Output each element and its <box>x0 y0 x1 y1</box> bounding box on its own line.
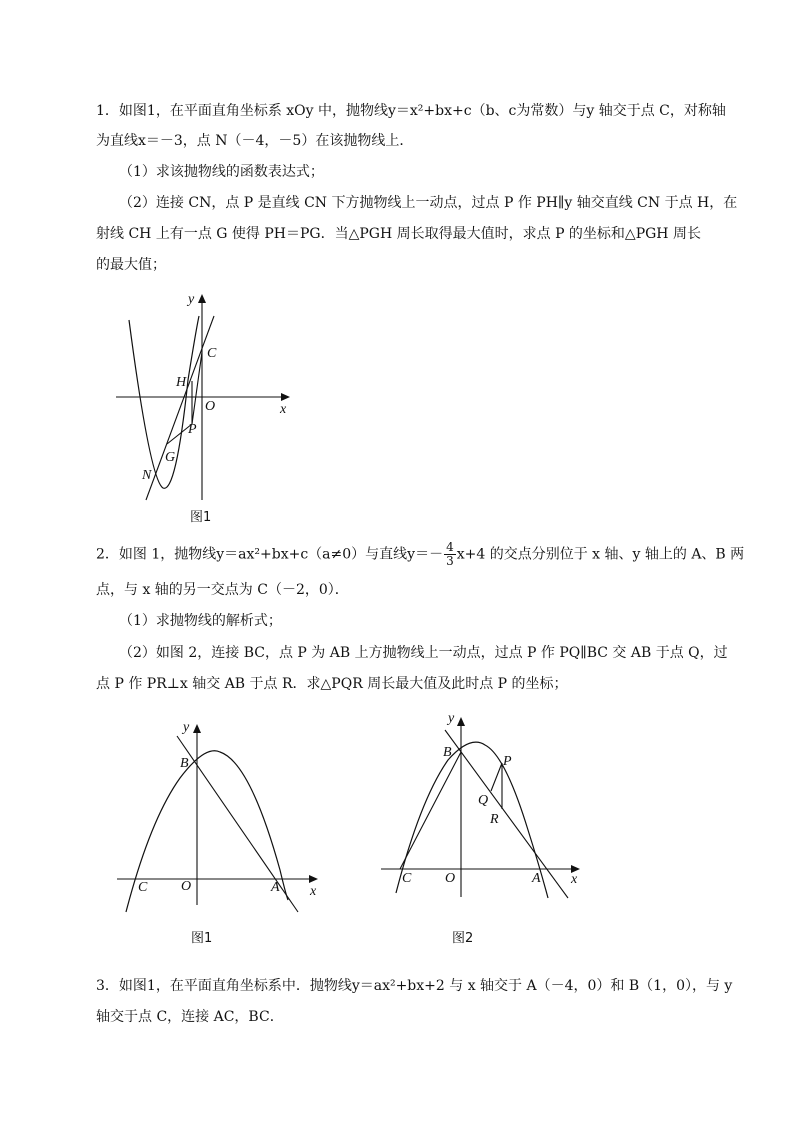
q1-fig-caption: 图1 <box>190 510 212 525</box>
q2-fig1-label-O: O <box>181 879 192 894</box>
q2-fig1-label-B: B <box>180 756 189 771</box>
q1-fig-label-N: N <box>142 468 152 483</box>
q2-fig2-label-C: C <box>402 871 412 886</box>
q3-line-1: 3．如图1，在平面直角坐标系中．抛物线y＝ax²+bx+2 与 x 轴交于 A（－4，0）和 B（1，0），与 y <box>96 978 733 994</box>
q2-part-2-line-2: 点 P 作 PR⊥x 轴交 AB 于点 R．求△PQR 周长最大值及此时点 P 的坐标； <box>96 676 568 692</box>
q1-fig-label-P: P <box>188 422 197 437</box>
q1-fig-label-G: G <box>165 450 176 465</box>
q2-fig2-label-B: B <box>443 745 452 760</box>
q1-line-1: 1．如图1，在平面直角坐标系 xOy 中，抛物线y＝x²+bx+c（b、c为常数）与y 轴交于点 C，对称轴 <box>96 103 726 119</box>
q1-fig-label-H: H <box>176 375 187 390</box>
q2-fig1-caption: 图1 <box>191 931 213 946</box>
q2-fig2-label-Q: Q <box>478 793 489 808</box>
q2-fig1-label-C: C <box>138 880 148 895</box>
q2-fig2-label-y: y <box>448 711 455 726</box>
q2-fig2-label-O: O <box>445 871 456 886</box>
q2-fig2-caption: 图2 <box>452 931 474 946</box>
q2-part-1: （1）求抛物线的解析式； <box>119 613 282 629</box>
q2-frac-num: 4 <box>446 540 454 554</box>
q1-part-2-line-3: 的最大值； <box>96 257 166 273</box>
q2-fig2-label-A: A <box>532 871 541 886</box>
q2-fig1-label-y: y <box>183 720 190 735</box>
q2-line-1a: 2．如图 1，抛物线y＝ax²+bx+c（a≠0）与直线y＝－ <box>96 546 444 563</box>
q1-part-2-line-1: （2）连接 CN，点 P 是直线 CN 下方抛物线上一动点，过点 P 作 PH∥y 轴交直线 CN 于点 H，在 <box>119 195 738 211</box>
q2-fig2-label-P: P <box>503 754 512 769</box>
q2-part-2-line-1: （2）如图 2，连接 BC，点 P 为 AB 上方抛物线上一动点，过点 P 作 PQ∥BC 交 AB 于点 Q，过 <box>119 645 728 661</box>
q1-fig-label-x: x <box>280 402 287 417</box>
q1-fig-label-O: O <box>205 399 216 414</box>
q2-fig2-label-R: R <box>490 812 499 827</box>
q1-part-1: （1）求该抛物线的函数表达式； <box>119 164 324 180</box>
q2-line-2: 点，与 x 轴的另一交点为 C（－2，0）． <box>96 582 349 598</box>
q1-part-2-line-2: 射线 CH 上有一点 G 使得 PH＝PG．当△PGH 周长取得最大值时，求点 P 的坐标和△PGH 周长 <box>96 226 701 242</box>
q1-fig-label-C: C <box>207 346 217 361</box>
q2-line-1b: x+4 的交点分别位于 x 轴、y 轴上的 A、B 两 <box>456 546 745 563</box>
q2-fig1-label-A: A <box>271 880 280 895</box>
q1-fig-label-y: y <box>188 292 195 307</box>
q3-line-2: 轴交于点 C，连接 AC，BC． <box>96 1009 284 1025</box>
q2-frac-den: 3 <box>446 554 454 568</box>
q1-line-2: 为直线x＝－3，点 N（－4，－5）在该抛物线上． <box>96 133 414 149</box>
q2-fig2-label-x: x <box>571 872 578 887</box>
q2-fig1-label-x: x <box>310 884 317 899</box>
